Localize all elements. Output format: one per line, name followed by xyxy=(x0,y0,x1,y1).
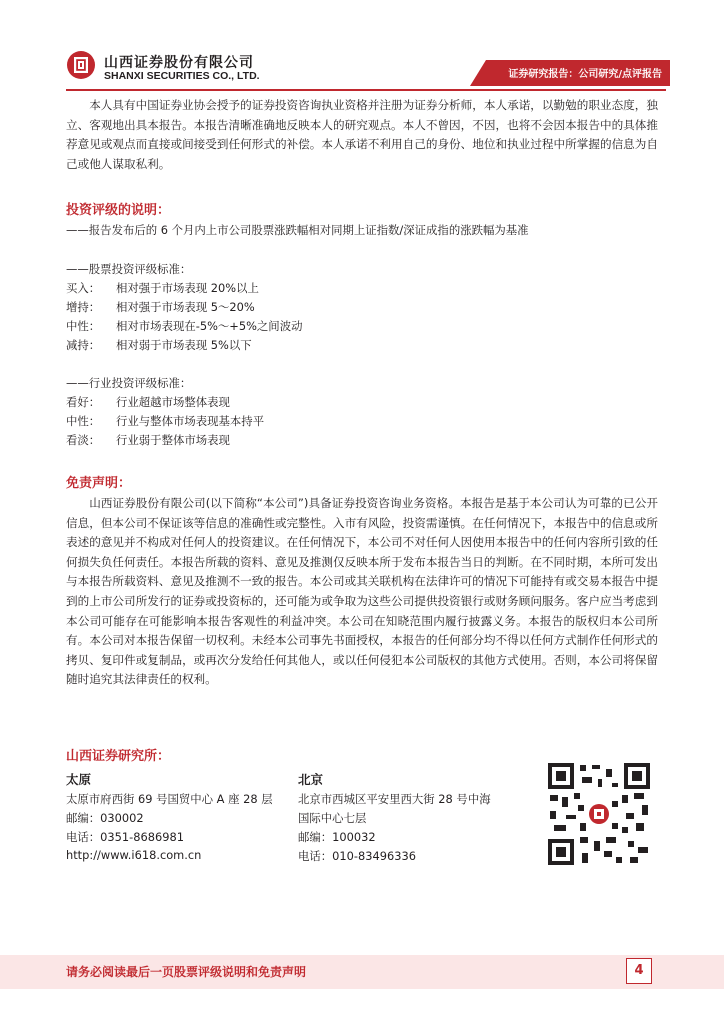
beijing-address-line1: 北京市西城区平安里西大街 28 号中海 xyxy=(298,792,491,806)
taiyuan-city: 太原 xyxy=(66,772,92,787)
industry-rating-row xyxy=(66,432,230,448)
stock-rating-row xyxy=(66,337,252,353)
company-logo-icon xyxy=(66,50,96,80)
rating-desc: 相对强于市场表现 5～20% xyxy=(116,300,255,314)
analyst-statement xyxy=(66,96,658,174)
rating-section-title: 投资评级的说明： xyxy=(66,203,171,218)
footer-notice: 请务必阅读最后一页股票评级说明和免责声明 xyxy=(66,965,307,979)
rating-desc: 相对市场表现在-5%～+5%之间波动 xyxy=(116,319,303,333)
stock-rating-heading: ——股票投资评级标准： xyxy=(66,262,192,276)
stock-rating-row xyxy=(66,280,259,296)
stock-rating-row xyxy=(66,318,302,334)
rating-label: 看淡： xyxy=(66,433,101,447)
rating-label: 中性： xyxy=(66,414,101,428)
rating-desc: 行业弱于整体市场表现 xyxy=(116,433,230,447)
taiyuan-phone: 电话：0351-8686981 xyxy=(66,830,185,844)
qr-code[interactable] xyxy=(546,761,652,867)
industry-rating-row xyxy=(66,413,264,429)
rating-label: 增持： xyxy=(66,300,101,314)
beijing-phone: 电话：010-83496336 xyxy=(298,849,417,863)
rating-label: 减持： xyxy=(66,338,101,352)
company-name-en: SHANXI SECURITIES CO., LTD. xyxy=(104,70,260,82)
rating-basis: ——报告发布后的 6 个月内上市公司股票涨跌幅相对同期上证指数/深证成指的涨跌幅为基准 xyxy=(66,223,529,237)
beijing-city: 北京 xyxy=(298,772,324,787)
rating-label: 看好： xyxy=(66,395,101,409)
industry-rating-row xyxy=(66,394,230,410)
rating-desc: 相对弱于市场表现 5%以下 xyxy=(116,338,252,352)
rating-label: 买入： xyxy=(66,281,101,295)
rating-desc: 相对强于市场表现 20%以上 xyxy=(116,281,259,295)
taiyuan-postcode: 邮编：030002 xyxy=(66,811,144,825)
rating-desc: 行业与整体市场表现基本持平 xyxy=(116,414,265,428)
analyst-statement-text: 本人具有中国证券业协会授予的证券投资咨询执业资格并注册为证券分析师，本人承诺，以勤勉的职业态度，独立、客观地出具本报告。本报告清晰准确地反映本人的研究观点。本人不曾因，不因，也将不会因本报告中的具体推荐意见或观点而直接或间接受到任何形式的补偿。本人承诺不利用自己的身份、地位和执业过程中所掌握的信息为自己或他人谋取私利。 xyxy=(66,98,658,171)
page-number: 4 xyxy=(626,958,652,984)
beijing-postcode: 邮编：100032 xyxy=(298,830,376,844)
institute-title: 山西证券研究所： xyxy=(66,749,171,764)
website-link[interactable]: http://www.i618.com.cn xyxy=(66,848,202,862)
beijing-address-line2: 国际中心七层 xyxy=(298,811,367,825)
rating-label: 中性： xyxy=(66,319,101,333)
industry-rating-heading: ——行业投资评级标准： xyxy=(66,376,192,390)
taiyuan-address: 太原市府西街 69 号国贸中心 A 座 28 层 xyxy=(66,792,273,806)
stock-rating-row xyxy=(66,299,255,315)
disclaimer xyxy=(66,494,658,690)
header-divider xyxy=(66,89,666,91)
disclaimer-text: 山西证券股份有限公司(以下简称“本公司”)具备证券投资咨询业务资格。本报告是基于本公司认为可靠的已公开信息，但本公司不保证该等信息的准确性或完整性。入市有风险，投资需谨慎。在任何情况下，本报告中的信息或所表述的意见并不构成对任何人的投资建议。在任何情况下，本公司不对任何人因使用本报告中的任何内容所引致的任何损失负任何责任。本报告所载的资料、意见及推测仅反映本所于发布本报告当日的判断。在不同时期，本所可发出与本报告所载资料、意见及推测不一致的报告。本公司或其关联机构在法律许可的情况下可能持有或交易本报告中提到的上市公司所发行的证券或投资标的，还可能为或争取为这些公司提供投资银行或财务顾问服务。客户应当考虑到本公司可能存在可能影响本报告客观性的利益冲突。本公司在知晓范围内履行披露义务。本报告的版权归本公司所有。本公司对本报告保留一切权利。未经本公司事先书面授权，本报告的任何部分均不得以任何方式制作任何形式的拷贝、复印件或复制品，或再次分发给任何其他人，或以任何侵犯本公司版权的其他方式使用。否则，本公司将保留随时追究其法律责任的权利。 xyxy=(66,496,658,687)
report-type-tag: 证券研究报告：公司研究/点评报告 xyxy=(508,69,662,80)
rating-desc: 行业超越市场整体表现 xyxy=(116,395,230,409)
company-name-cn: 山西证券股份有限公司 xyxy=(104,55,254,71)
disclaimer-title: 免责声明： xyxy=(66,476,132,491)
